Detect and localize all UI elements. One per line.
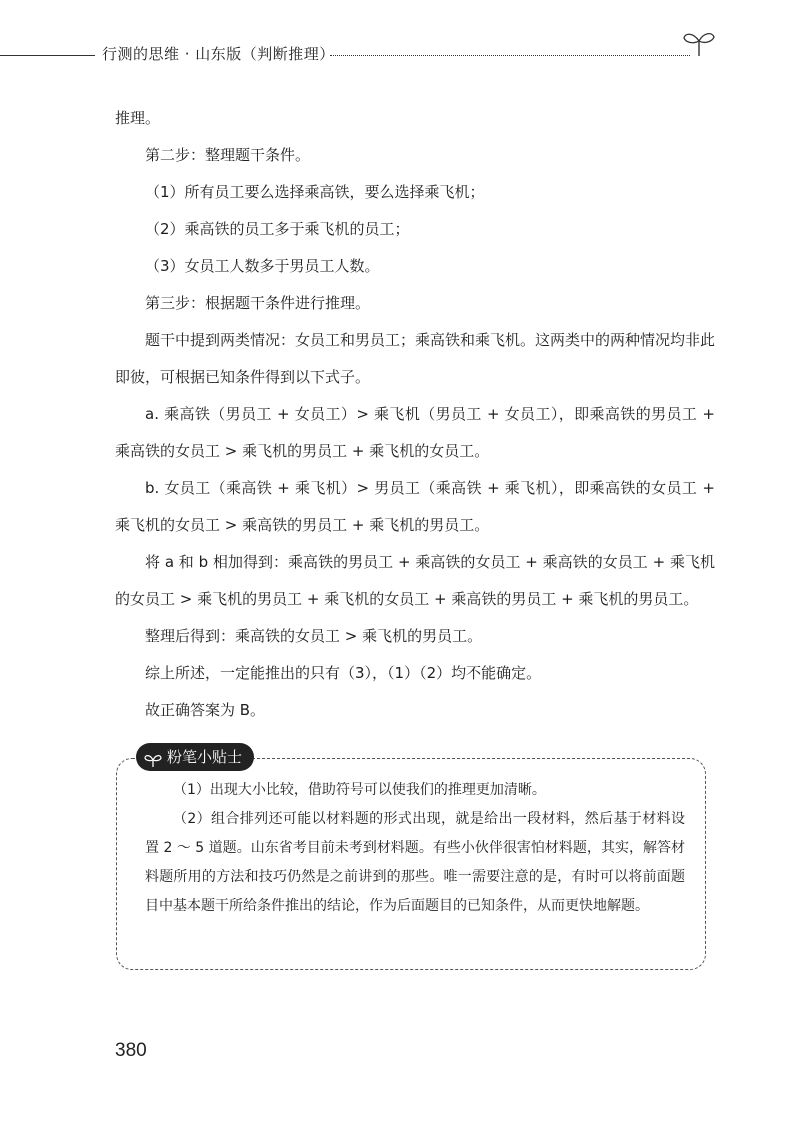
tips-title-tab: [136, 743, 254, 771]
header-rule-left: [0, 55, 95, 56]
paragraph: 整理后得到：乘高铁的女员工 > 乘飞机的男员工。: [145, 627, 483, 645]
condition-item: （1）所有员工要么选择乘高铁，要么选择乘飞机；: [145, 183, 485, 201]
formula-a: a. 乘高铁（男员工 + 女员工）> 乘飞机（男员工 + 女员工），即乘高铁的男员工 + 乘高铁的女员工 > 乘飞机的男员工 + 乘飞机的女员工。: [115, 405, 715, 460]
paragraph: 题干中提到两类情况：女员工和男员工；乘高铁和乘飞机。这两类中的两种情况均非此即彼，可根据已知条件得到以下式子。: [115, 331, 716, 386]
paragraph: 推理。: [115, 109, 161, 127]
page-number: 380: [115, 1040, 147, 1061]
formula-b: b. 女员工（乘高铁 + 乘飞机）> 男员工（乘高铁 + 乘飞机），即乘高铁的女员工 + 乘飞机的女员工 > 乘高铁的男员工 + 乘飞机的男员工。: [115, 479, 715, 534]
paragraph: 综上所述，一定能推出的只有（3），（1）（2）均不能确定。: [145, 664, 542, 682]
paragraph: 第二步：整理题干条件。: [145, 146, 311, 164]
paragraph: 将 a 和 b 相加得到：乘高铁的男员工 + 乘高铁的女员工 + 乘高铁的女员工 + 乘飞机的女员工 > 乘飞机的男员工 + 乘飞机的女员工 + 乘高铁的男员工 + 乘飞机的男员工。: [115, 553, 715, 608]
tip-item: （2）组合排列还可能以材料题的形式出现，就是给出一段材料，然后基于材料设置 2 ～ 5 道题。山东省考目前未考到材料题。有些小伙伴很害怕材料题，其实，解答材料题所用的方法和技巧仍然是之前讲到的那些。唯一需要注意的是，有时可以将前面题目中基本题干所给条件推出的结论，作为后面题目的已知条件，从而更快地解题。: [145, 811, 685, 914]
main-content: [115, 100, 715, 729]
sprout-icon: [144, 749, 162, 765]
paragraph: 第三步：根据题干条件进行推理。: [145, 294, 371, 312]
header-title: 行测的思维 · 山东版（判断推理）: [102, 45, 335, 63]
tips-title: 粉笔小贴士: [167, 748, 243, 766]
running-header: [0, 40, 800, 80]
tip-item: （1）出现大小比较，借助符号可以使我们的推理更加清晰。: [173, 782, 546, 798]
condition-item: （3）女员工人数多于男员工人数。: [145, 257, 380, 275]
sprout-icon: [682, 28, 716, 62]
answer: 故正确答案为 B。: [145, 701, 266, 719]
tips-content: [145, 776, 685, 921]
header-rule-right: [330, 55, 690, 56]
condition-item: （2）乘高铁的员工多于乘飞机的员工；: [145, 220, 410, 238]
